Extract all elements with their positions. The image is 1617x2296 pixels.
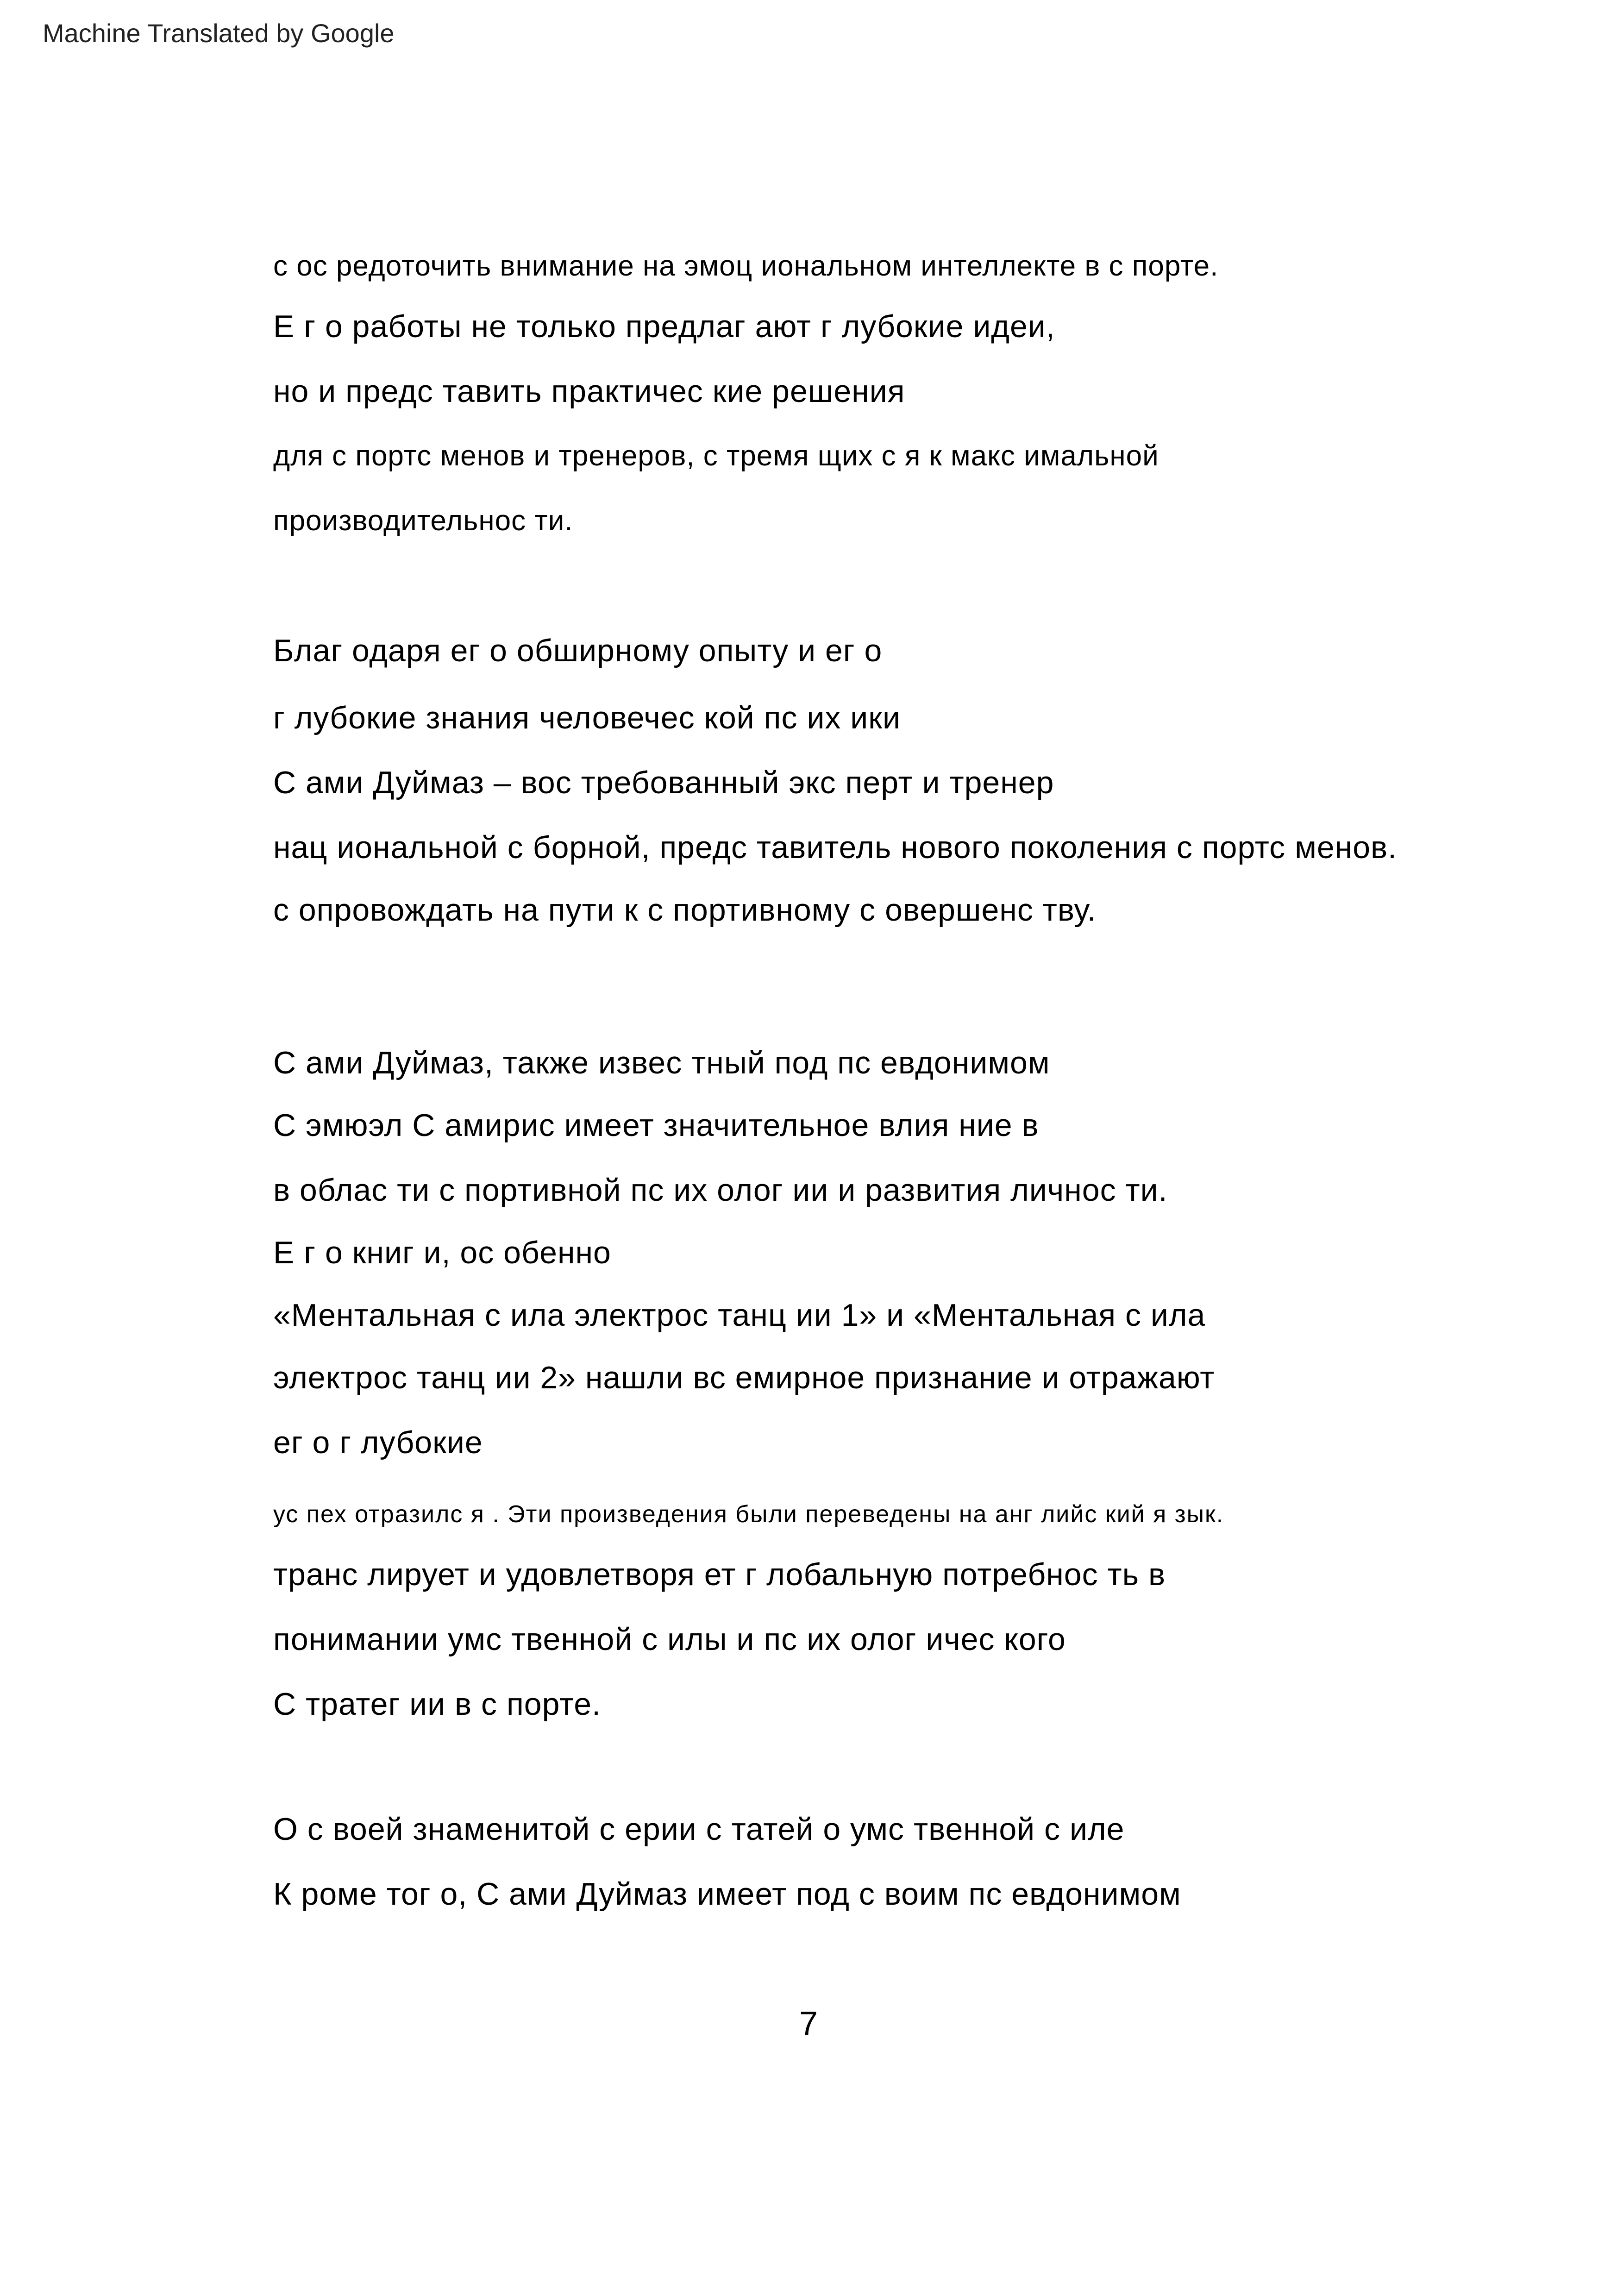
text-line: «Ментальная с ила электрос танц ии 1» и «Ментальная с ила	[273, 1298, 1206, 1333]
text-line: в облас ти с портивной пс их олог ии и развития личнос ти.	[273, 1173, 1168, 1208]
text-line: г лубокие знания человечес кой пс их ики	[273, 700, 901, 735]
text-line: К роме тог о, С ами Дуймаз имеет под с воим пс евдонимом	[273, 1876, 1181, 1912]
text-line: О с воей знаменитой с ерии с татей о умс твенной с иле	[273, 1812, 1125, 1847]
text-line: ус пех отразилс я . Эти произведения были переведены на анг лийс кий я зык.	[273, 1501, 1224, 1528]
machine-translation-label: Machine Translated by Google	[43, 19, 395, 48]
text-line: но и предс тавить практичес кие решения	[273, 374, 905, 409]
text-line: с ос редоточить внимание на эмоц иональном интеллекте в с порте.	[273, 250, 1219, 282]
text-line: С ами Дуймаз, также извес тный под пс евдонимом	[273, 1045, 1050, 1080]
text-line: Е г о работы не только предлаг ают г лубокие идеи,	[273, 309, 1055, 344]
text-line: С ами Дуймаз – вос требованный экс перт и тренер	[273, 765, 1054, 800]
page-number: 7	[799, 2005, 818, 2042]
text-line: Е г о книг и, ос обенно	[273, 1235, 611, 1270]
text-line: понимании умс твенной с илы и пс их олог ичес кого	[273, 1622, 1066, 1657]
text-line: для с портс менов и тренеров, с тремя щих с я к макс имальной	[273, 440, 1159, 472]
text-line: С эмюэл С амирис имеет значительное влия ние в	[273, 1108, 1039, 1143]
text-line: производительнос ти.	[273, 505, 573, 537]
text-line: Благ одаря ег о обширному опыту и ег о	[273, 633, 883, 668]
text-line: нац иональной с борной, предс тавитель нового поколения с портс менов.	[273, 830, 1398, 865]
text-line: транс лирует и удовлетворя ет г лобальную потребнос ть в	[273, 1557, 1166, 1592]
text-line: с опровождать на пути к с портивному с овершенс тву.	[273, 892, 1097, 928]
text-line: ег о г лубокие	[273, 1425, 483, 1460]
text-line: электрос танц ии 2» нашли вс емирное признание и отражают	[273, 1360, 1215, 1395]
text-line: С тратег ии в с порте.	[273, 1687, 602, 1722]
